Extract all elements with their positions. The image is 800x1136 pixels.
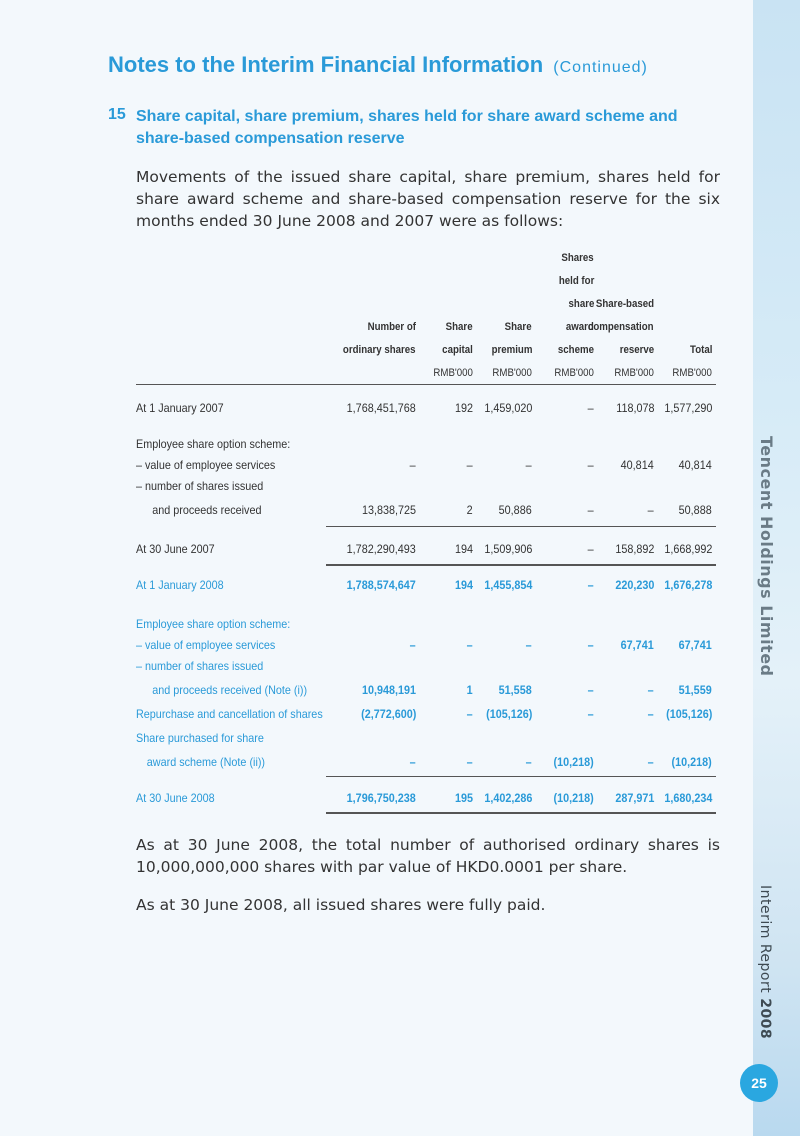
row-label: Employee share option scheme: (136, 617, 291, 631)
column-header-line: share (568, 298, 594, 310)
subtotal-rule (326, 526, 716, 527)
cell-value: 194 (454, 578, 473, 592)
cell-value: 67,741 (678, 638, 712, 652)
cell-value: 1,680,234 (663, 791, 712, 805)
cell-value: 2 (466, 503, 473, 517)
row-label: – number of shares issued (136, 659, 264, 673)
report-label (757, 885, 773, 1039)
cell-value: 195 (454, 791, 473, 805)
column-header-line: ordinary shares (343, 344, 416, 356)
cell-value: 10,948,191 (361, 683, 416, 697)
cell-value: 40,814 (678, 458, 712, 472)
footnote-fully-paid: As at 30 June 2008, all issued shares were fully paid. (136, 896, 546, 914)
row-label: At 30 June 2008 (136, 791, 215, 805)
cell-value: 192 (454, 401, 473, 415)
cell-value: – (587, 503, 594, 517)
table-row (136, 397, 716, 419)
cell-value: 118,078 (615, 401, 654, 415)
section-number: 15 (108, 106, 126, 123)
cell-value: 51,558 (498, 683, 532, 697)
cell-value: – (466, 638, 473, 652)
cell-value: 158,892 (614, 542, 654, 556)
column-unit: RMB'000 (614, 367, 654, 379)
header-rule (136, 384, 716, 385)
cell-value: (10,218) (553, 791, 594, 805)
column-header-line: Share (505, 321, 532, 333)
table-row (136, 655, 716, 677)
table-row (136, 634, 716, 656)
cell-value: 1 (466, 683, 473, 697)
table-row (136, 703, 716, 725)
row-label: At 1 January 2008 (136, 578, 224, 592)
cell-value: (2,772,600) (360, 707, 416, 721)
cell-value: 67,741 (620, 638, 654, 652)
cell-value: – (587, 683, 594, 697)
report-label-text: Interim Report (757, 885, 773, 994)
cell-value: 1,455,854 (483, 578, 532, 592)
column-header-line: Share-based (595, 298, 654, 310)
page-title (108, 52, 648, 78)
cell-value: – (587, 578, 594, 592)
row-label: Share purchased for share (136, 731, 264, 745)
footnote-authorised-shares: As at 30 June 2008, the total number of authorised ordinary shares is 10,000,000,000 shares with par value of HKD0.0001 per share. (136, 836, 720, 876)
cell-value: 194 (454, 542, 473, 556)
row-label: – value of employee services (136, 638, 276, 652)
table-row (136, 574, 716, 596)
cell-value: – (587, 401, 594, 415)
cell-value: – (587, 458, 594, 472)
cell-value: (10,218) (671, 755, 712, 769)
table-row (136, 679, 716, 701)
table-row (136, 751, 716, 773)
cell-value: 287,971 (614, 791, 654, 805)
cell-value: 1,668,992 (663, 542, 712, 556)
column-unit: RMB'000 (433, 367, 473, 379)
column-header-line: Share (446, 321, 473, 333)
table-row (136, 538, 716, 560)
cell-value: (105,126) (665, 707, 712, 721)
company-name: Tencent Holdings Limited (757, 436, 776, 677)
cell-value: – (466, 755, 473, 769)
page-title-suffix: (Continued) (553, 59, 648, 76)
cell-value: – (409, 755, 416, 769)
cell-value: – (647, 755, 654, 769)
cell-value: 40,814 (620, 458, 654, 472)
cell-value: – (587, 638, 594, 652)
page-title-text: Notes to the Interim Financial Information (108, 52, 544, 77)
cell-value: – (525, 755, 532, 769)
table-row (136, 787, 716, 809)
cell-value: 1,509,906 (483, 542, 532, 556)
section-title: Share capital, share premium, shares held for share award scheme and share-based compensation reserve (136, 108, 678, 147)
row-label: and proceeds received (Note (i)) (152, 683, 308, 697)
cell-value: 50,888 (678, 503, 712, 517)
table-row (136, 475, 716, 497)
column-header-line: reserve (619, 344, 654, 356)
cell-value: 1,782,290,493 (346, 542, 416, 556)
subtotal-rule (326, 776, 716, 777)
cell-value: – (647, 707, 654, 721)
column-header-line: premium (491, 344, 532, 356)
row-label: Employee share option scheme: (136, 437, 291, 451)
column-header-line: held for (558, 275, 594, 287)
table-row (136, 613, 716, 635)
cell-value: 1,402,286 (483, 791, 532, 805)
column-header-line: Shares (561, 252, 594, 264)
cell-value: 1,788,574,647 (346, 578, 416, 592)
cell-value: 1,768,451,768 (346, 401, 416, 415)
table-row (136, 454, 716, 476)
column-header-line: award (566, 321, 594, 333)
cell-value: – (647, 503, 654, 517)
cell-value: 1,676,278 (663, 578, 712, 592)
cell-value: 1,577,290 (663, 401, 712, 415)
subtotal-rule (326, 564, 716, 566)
column-unit: RMB'000 (492, 367, 532, 379)
cell-value: (10,218) (553, 755, 594, 769)
cell-value: – (647, 683, 654, 697)
row-label: – value of employee services (136, 458, 276, 472)
column-header-line: compensation (588, 321, 654, 333)
cell-value: – (525, 458, 532, 472)
table-row (136, 499, 716, 521)
report-year: 2008 (757, 998, 773, 1040)
column-header-line: Total (689, 344, 712, 356)
page-number: 25 (740, 1064, 778, 1102)
row-label: – number of shares issued (136, 479, 264, 493)
table-row (136, 433, 716, 455)
cell-value: – (409, 638, 416, 652)
cell-value: – (466, 458, 473, 472)
column-unit: RMB'000 (554, 367, 594, 379)
table-row (136, 727, 716, 749)
cell-value: 1,459,020 (483, 401, 532, 415)
cell-value: 220,230 (614, 578, 654, 592)
cell-value: – (466, 707, 473, 721)
cell-value: 1,796,750,238 (346, 791, 416, 805)
column-header-line: scheme (557, 344, 594, 356)
row-label: Repurchase and cancellation of shares (136, 707, 323, 721)
cell-value: – (587, 542, 594, 556)
row-label: and proceeds received (152, 503, 262, 517)
subtotal-rule (326, 812, 716, 814)
column-header-line: Number of (367, 321, 416, 333)
column-unit: RMB'000 (672, 367, 712, 379)
intro-paragraph: Movements of the issued share capital, share premium, shares held for share award scheme and share-based compensation reserve for the six months ended 30 June 2008 and 2007 were as follows: (136, 168, 720, 230)
cell-value: (105,126) (485, 707, 532, 721)
cell-value: – (525, 638, 532, 652)
cell-value: – (587, 707, 594, 721)
row-label: award scheme (Note (ii)) (146, 755, 266, 769)
cell-value: 51,559 (678, 683, 712, 697)
row-label: At 1 January 2007 (136, 401, 224, 415)
column-header-line: capital (442, 344, 473, 356)
row-label: At 30 June 2007 (136, 542, 215, 556)
cell-value: 50,886 (498, 503, 532, 517)
cell-value: 13,838,725 (361, 503, 416, 517)
cell-value: – (409, 458, 416, 472)
